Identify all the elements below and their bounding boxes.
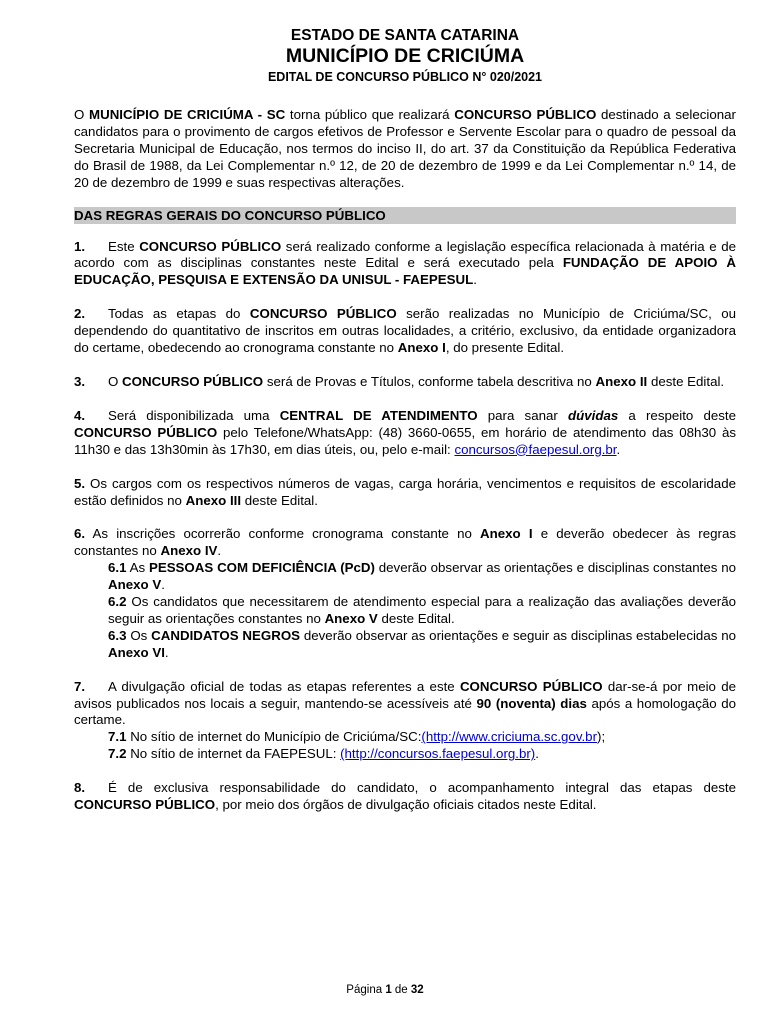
clause-text: No sítio de internet da FAEPESUL:: [126, 746, 341, 762]
clause-text: A divulgação oficial de todas as etapas referentes a este: [108, 678, 460, 694]
clause-text: Será disponibilizada uma: [108, 407, 280, 423]
clause-number: 1.: [74, 238, 86, 254]
clause-bold: CONCURSO PÚBLICO: [74, 424, 218, 440]
clause-bold: CONCURSO PÚBLICO: [249, 306, 397, 322]
clause-text: As inscrições ocorrerão conforme cronograma constante no: [85, 526, 481, 542]
clause-text: .: [164, 644, 169, 660]
clause-bold: Anexo V: [324, 610, 378, 626]
clause-bold: Anexo VI: [108, 644, 165, 660]
clause-number: 8.: [74, 780, 86, 796]
clause-6-2: [108, 594, 736, 628]
intro-text: destinado a selecionar candidatos para o provimento de cargos efetivos de Professor e Servente Escolar para o quadro de pessoal da Secretaria Municipal de Educação, nos termos do inciso II, do art. 37 da Constituição da República Federativa do Brasil de 1988, da Lei Complementar n.º 12, de 20 de dezembro de 1999 e da Lei Complementar n.º 14, de 20 de dezembro de 1999 e suas respectivas alterações.: [74, 107, 736, 190]
clause-text: As: [126, 560, 149, 576]
subclause-number: 7.1: [108, 729, 127, 745]
clause-bold: CONCURSO PÚBLICO: [139, 238, 282, 254]
clause-text: após a homologação do certame.: [74, 695, 736, 728]
intro-text: torna público que realizará: [285, 107, 455, 122]
footer-text: Página: [346, 984, 386, 996]
clause-number: 6.: [74, 526, 86, 542]
clause-text: , por meio dos órgãos de divulgação oficiais citados neste Edital.: [215, 797, 597, 813]
clause-text: deverão observar as orientações e disciplinas constantes no: [374, 560, 736, 576]
intro-text: O: [74, 107, 90, 122]
page-footer: [0, 983, 770, 997]
clause-6: [74, 526, 736, 560]
clause-text: Este: [108, 238, 140, 254]
footer-text: de: [391, 984, 411, 996]
clause-text: dar-se-á por meio de avisos publicados nos locais a seguir, mantendo-se acessíveis até: [74, 678, 736, 711]
clause-6-1: [108, 560, 736, 594]
clause-4: [74, 408, 736, 459]
clause-bold: Anexo III: [185, 492, 242, 508]
clause-text: a respeito deste: [618, 407, 736, 423]
clause-text: Os candidatos que necessitarem de atendimento especial para a realização das avaliações deverão seguir as orientações constantes no: [108, 594, 736, 626]
clause-text: Todas as etapas do: [108, 306, 250, 322]
clause-text: , do presente Edital.: [445, 340, 565, 356]
clause-7: [74, 679, 736, 730]
clause-text: deverão observar as orientações e seguir as disciplinas estabelecidas no: [300, 627, 736, 643]
header-state: ESTADO DE SANTA CATARINA: [290, 27, 520, 44]
clause-text: Os: [126, 627, 152, 643]
clause-text: e deverão obedecer às regras constantes no: [74, 526, 736, 559]
clause-text: deste Edital.: [241, 492, 318, 508]
clause-number: 3.: [74, 373, 86, 389]
intro-paragraph: [74, 107, 736, 192]
clause-7-2: [108, 746, 736, 763]
clause-1: [74, 239, 736, 290]
clause-bold: Anexo I: [480, 526, 533, 542]
clause-2: [74, 306, 736, 357]
email-link[interactable]: concursos@faepesul.org.br: [454, 441, 617, 457]
total-pages: 32: [410, 984, 424, 996]
clause-bold: Anexo I: [397, 340, 446, 356]
clause-text: .: [217, 543, 222, 559]
faepesul-website-link[interactable]: (http://concursos.faepesul.org.br): [340, 746, 536, 762]
clause-text: para sanar: [477, 407, 568, 423]
intro-bold: CONCURSO PÚBLICO: [454, 107, 597, 122]
clause-text: Os cargos com os respectivos números de vagas, carga horária, vencimentos e requisitos de escolaridade estão definidos no: [74, 475, 736, 508]
clause-text: deste Edital.: [377, 610, 455, 626]
clause-bold: 90 (noventa) dias: [476, 695, 587, 711]
intro-bold: MUNICÍPIO DE CRICIÚMA - SC: [89, 107, 286, 122]
subclause-number: 6.1: [108, 560, 127, 576]
clause-bold: CONCURSO PÚBLICO: [459, 678, 603, 694]
clause-bold: PESSOAS COM DEFICIÊNCIA (PcD): [148, 560, 375, 576]
criciuma-website-link[interactable]: (http://www.criciuma.sc.gov.br: [421, 729, 598, 745]
clause-text: será realizado conforme a legislação específica relacionada à matéria e de acordo com as disciplinas constantes neste Edital e será executado pela: [74, 238, 736, 271]
clause-number: 2.: [74, 306, 86, 322]
clause-7-1: [108, 729, 736, 746]
header-edital-number: EDITAL DE CONCURSO PÚBLICO N° 020/2021: [267, 70, 543, 84]
clause-bold: CENTRAL DE ATENDIMENTO: [279, 407, 478, 423]
clause-bold: Anexo IV: [160, 543, 218, 559]
clause-bold: CONCURSO PÚBLICO: [122, 373, 264, 389]
subclause-number: 7.2: [108, 746, 127, 762]
clause-text: será de Provas e Títulos, conforme tabela descritiva no: [263, 373, 596, 389]
clause-text: deste Edital.: [647, 373, 725, 389]
clause-text: .: [473, 272, 477, 288]
clause-text: No sítio de internet do Município de Criciúma/SC:: [126, 729, 422, 745]
subclause-number: 6.3: [108, 627, 127, 643]
document-content: [74, 27, 736, 814]
clause-5: [74, 476, 736, 510]
clause-bold: Anexo II: [595, 373, 648, 389]
clause-bold: CONCURSO PÚBLICO: [74, 797, 216, 813]
clause-text: );: [597, 729, 606, 745]
clause-bold: FUNDAÇÃO DE APOIO À EDUCAÇÃO, PESQUISA E EXTENSÃO DA UNISUL - FAEPESUL: [74, 255, 736, 288]
subclause-number: 6.2: [108, 594, 127, 610]
clause-text: É de exclusiva responsabilidade do candidato, o acompanhamento integral das etapas deste: [108, 780, 736, 796]
clause-number: 7.: [74, 678, 86, 694]
clause-number: 5.: [74, 475, 86, 491]
clause-text: .: [535, 746, 539, 762]
current-page-number: 1: [385, 984, 392, 996]
clause-text: O: [108, 373, 123, 389]
clause-text: .: [161, 577, 165, 593]
clause-number: 4.: [74, 407, 86, 423]
clause-text: .: [616, 441, 621, 457]
clause-3: [74, 374, 736, 391]
clause-bold: Anexo V: [108, 577, 162, 593]
clause-text: serão realizadas no Município de Criciúma/SC, ou dependendo do quantitativo de inscritos em outras localidades, a critério, exclusivo, da entidade organizadora do certame, obedecendo ao cronograma constante no: [74, 306, 736, 356]
section-title: DAS REGRAS GERAIS DO CONCURSO PÚBLICO: [74, 207, 736, 224]
clause-6-3: [108, 628, 736, 662]
clause-text: pelo Telefone/WhatsApp: (48) 3660-0655, em horário de atendimento das 08h30 às 11h30 e das 13h30min às 17h30, em dias úteis, ou, pelo e-mail:: [74, 424, 736, 457]
clause-bold-italic: dúvidas: [568, 407, 619, 423]
header-municipality: MUNICÍPIO DE CRICIÚMA: [285, 45, 525, 67]
clause-bold: CANDIDATOS NEGROS: [151, 627, 301, 643]
clause-8: [74, 780, 736, 814]
